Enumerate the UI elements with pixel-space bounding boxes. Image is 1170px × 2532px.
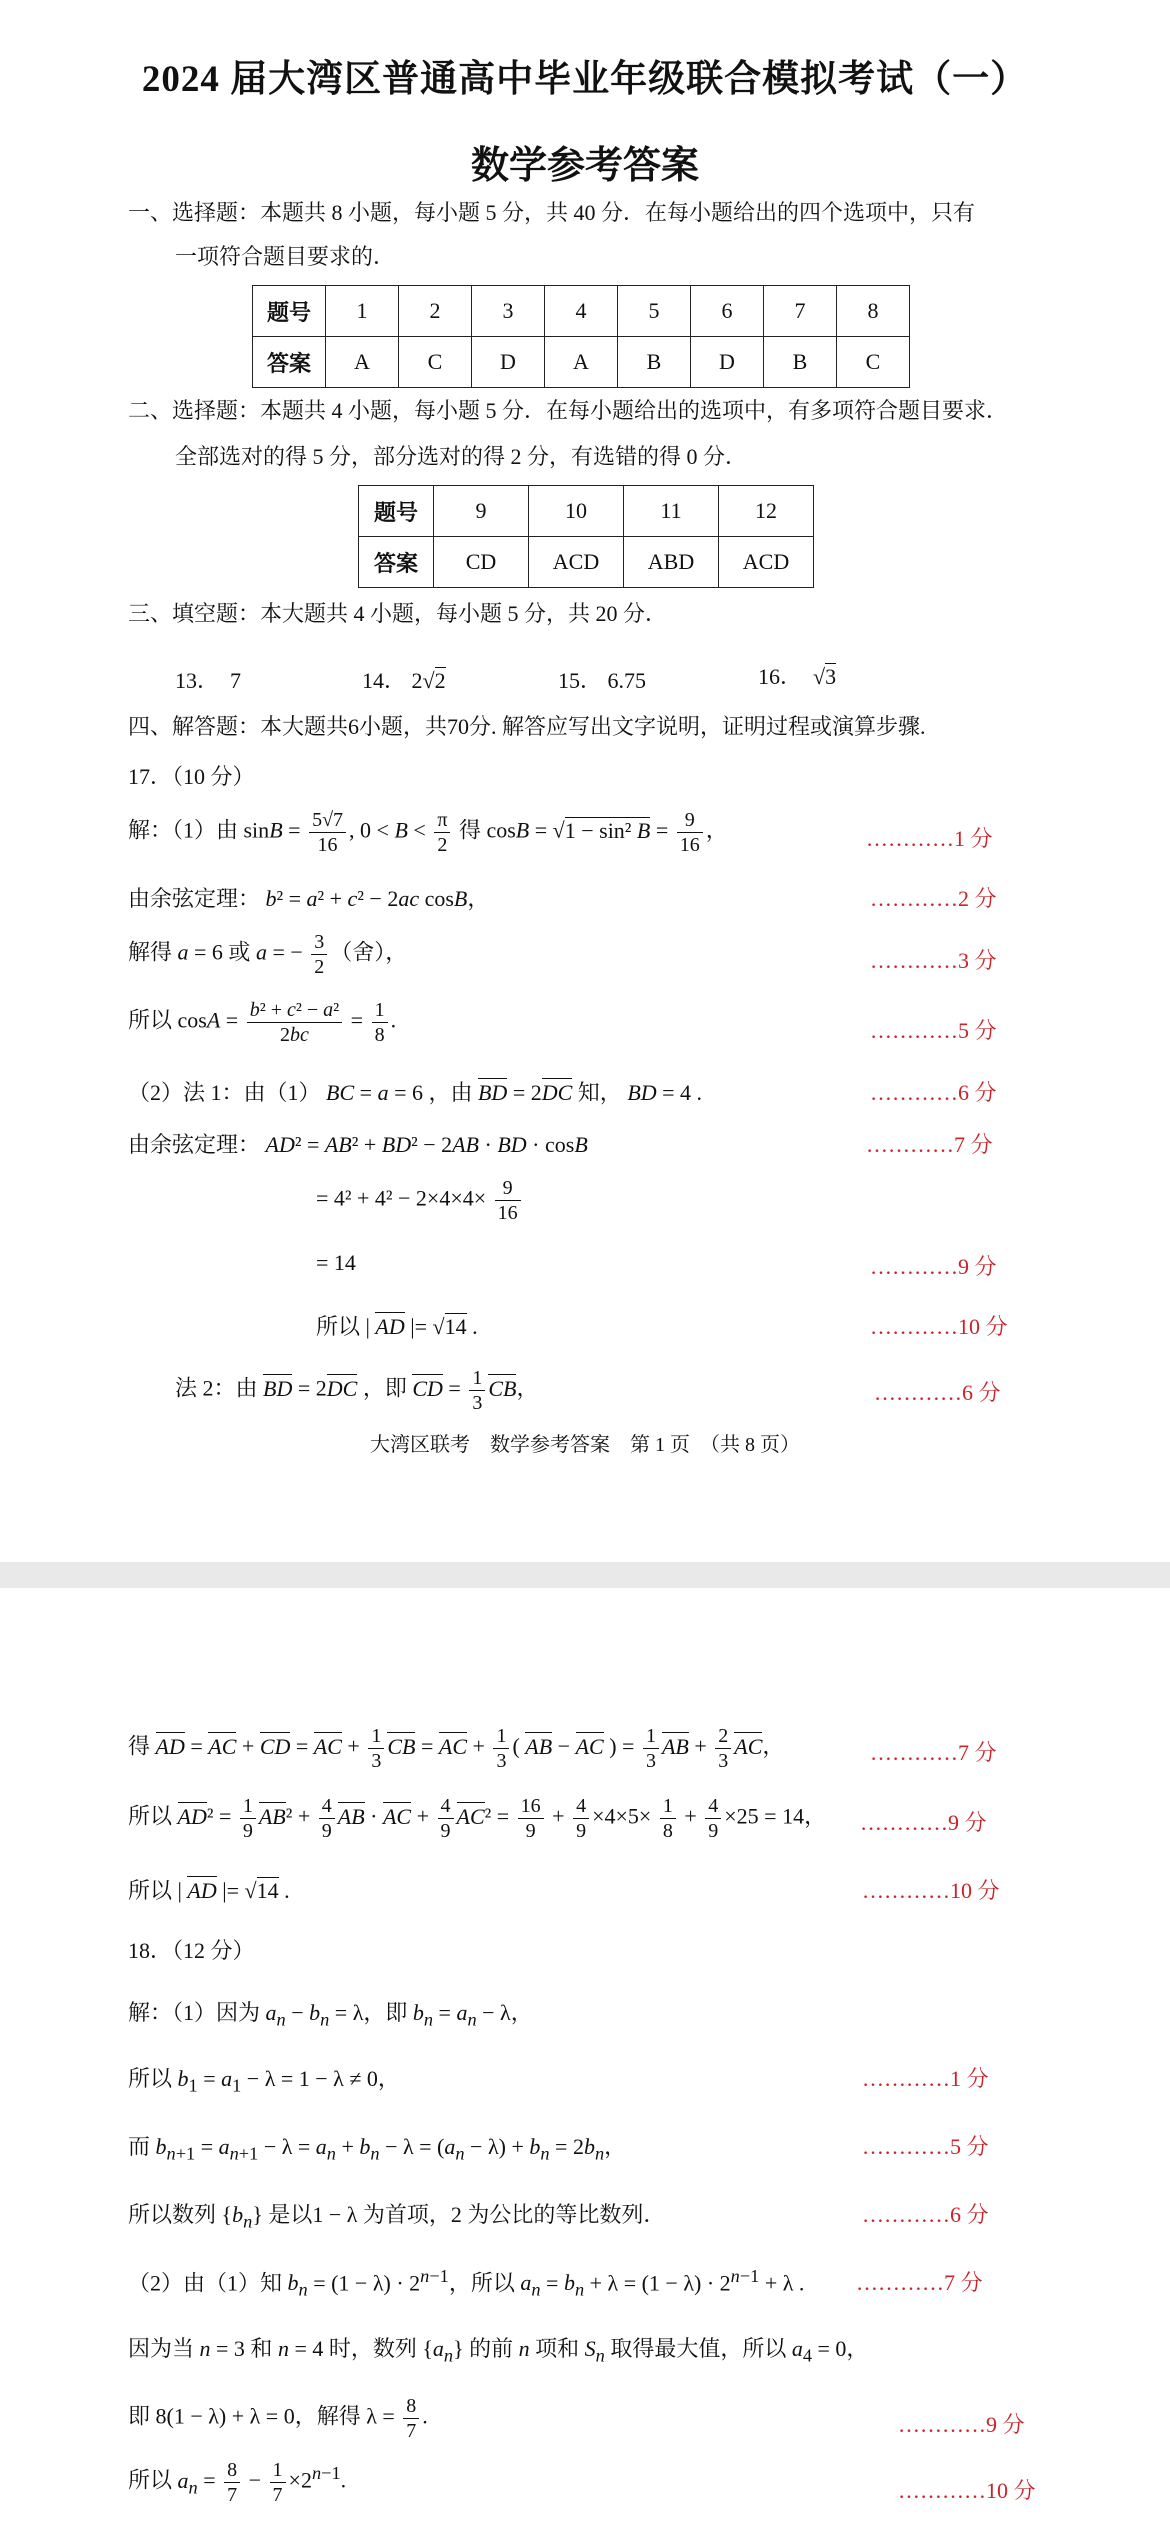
sec1-num: 5 — [618, 286, 691, 337]
p17-step-5: （2）法 1：由（1） BC = a = 6 ，由 BD = 2DC 知， BD = 4 . — [128, 1080, 703, 1105]
sec1-number-row — [253, 286, 910, 337]
q16-label: 16． — [758, 664, 803, 689]
page-footer: 大湾区联考 数学参考答案 第 1 页 （共 8 页） — [370, 1434, 800, 1456]
sec2-num: 9 — [434, 486, 529, 537]
fraction: $\frac{16}{9}$ — [518, 1794, 544, 1843]
q14-coef: 2 — [411, 668, 423, 693]
exam-title: 2024 届大湾区普通高中毕业年级联合模拟考试（一） — [141, 59, 1029, 100]
fraction: $\frac{4}{9}$ — [438, 1794, 454, 1843]
p17-step-4: 所以 cosA = $\frac{\text{b² + c² − a²}}{2bc}$ = $\frac{1}{8}$ . — [128, 999, 397, 1046]
sec1-answer: B — [764, 337, 837, 388]
sec2-num: 11 — [624, 486, 719, 537]
fill-answer-16: 16． √3 — [758, 664, 837, 689]
p17-step-7: = 4² + 4² − 2×4×4× $\frac{9}{16}$ — [316, 1176, 524, 1225]
p17-step-11: 得 AD = AC + CD = AC + $\frac{1}{3}$ CB = AC + $\frac{1}{3}$ ( AB − AC ) = $\frac{1}{3}$ AB + $\frac{2}{3}$ AC， — [128, 1725, 785, 1772]
sec1-answer: A — [326, 337, 399, 388]
fraction: $\frac{9}{16}$ — [677, 808, 703, 857]
p18-step-5: （2）由（1）知 $b_n = (1 - \lambda) \cdot 2^{n-1}$，所以 $a_n = b_n + \lambda = (1 - \lambda) \cdot 2^{n-1} + \lambda$ . — [128, 2266, 805, 2300]
q16-radicand: 3 — [825, 664, 837, 689]
p17-step-6: 由余弦定理： AD² = AB² + BD² − 2AB · BD · cosB — [128, 1132, 588, 1157]
fraction: $\frac{1}{7}$ — [270, 2458, 286, 2507]
sec2-num: 10 — [529, 486, 624, 537]
p17-heading: 17．（10 分） — [128, 764, 255, 789]
q14-radicand: 2 — [434, 668, 446, 693]
p17-score-12: …………10 分 — [862, 1878, 1000, 1903]
fraction: $\frac{1}{3}$ — [643, 1724, 659, 1773]
p18-step-7: 即 8(1 − λ) + λ = 0，解得 λ = $\frac{8}{7}$ . — [128, 2395, 428, 2442]
fraction: $\frac{4}{9}$ — [319, 1794, 335, 1843]
sec1-heading-cont: 一项符合题目要求的． — [175, 244, 396, 269]
sec2-number-row — [359, 486, 814, 537]
sec1-num: 2 — [399, 286, 472, 337]
p17-step-2: 由余弦定理： b² = a² + c² − 2ac cosB， — [128, 886, 490, 911]
sec2-num: 12 — [719, 486, 814, 537]
fraction: $\frac{3}{2}$ — [311, 930, 327, 979]
sec1-answer-row — [253, 337, 910, 388]
sec1-number-label: 题号 — [253, 286, 326, 337]
sec1-num: 7 — [764, 286, 837, 337]
fraction: $\frac{1}{3}$ — [368, 1724, 384, 1773]
fraction: $\frac{4}{9}$ — [705, 1794, 721, 1843]
sec3-heading: 三、填空题：本大题共 4 小题，每小题 5 分，共 20 分． — [128, 601, 668, 626]
fill-answer-13 — [175, 664, 241, 695]
sec1-answer: A — [545, 337, 618, 388]
sec1-answer: D — [472, 337, 545, 388]
fraction: $\frac{2}{3}$ — [715, 1724, 731, 1773]
p17-score-9: …………6 分 — [874, 1380, 1001, 1405]
sec1-num: 8 — [837, 286, 910, 337]
answer-subtitle: 数学参考答案 — [470, 143, 699, 187]
p17-step-13: 所以 | AD |= √14 . — [128, 1878, 290, 1903]
p17-score-5: …………6 分 — [870, 1080, 997, 1105]
p18-step-4-tail: 是以1 − λ 为首项，2 为公比的等比数列． — [268, 2202, 666, 2227]
sec2-answer: CD — [434, 537, 529, 588]
p18-score-6: …………10 分 — [898, 2478, 1036, 2503]
sec2-heading: 二、选择题：本题共 4 小题，每小题 5 分．在每小题给出的选项中，有多项符合题目要求． — [128, 398, 1009, 423]
sec2-number-label: 题号 — [359, 486, 434, 537]
p18-score-2: …………5 分 — [862, 2134, 989, 2159]
p18-step-6: 因为当 n = 3 和 n = 4 时，数列 $\{a_n\}$ 的前 n 项和 $S_n$ 取得最大值，所以 $a_4 = 0$， — [128, 2336, 869, 2366]
fraction: $\frac{8}{7}$ — [224, 2458, 240, 2507]
fraction: $\frac{\pi}{2}$ — [434, 808, 450, 857]
sec1-answer: C — [837, 337, 910, 388]
sec2-answer: ABD — [624, 537, 719, 588]
sec2-answer: ACD — [529, 537, 624, 588]
p18-step-3: 而 $b_{n+1} = a_{n+1} - \lambda = a_n + b_n - \lambda = (a_n - \lambda) + b_n = 2b_n$， — [128, 2134, 627, 2164]
fraction: $\frac{1}{8}$ — [372, 998, 388, 1047]
p18-score-4: …………7 分 — [856, 2270, 983, 2295]
p18-step-1: 解：（1）因为 $a_n - b_n = \lambda$，即 $b_n = a_n - \lambda$， — [128, 2000, 533, 2030]
p18-step-4-lead: 所以数列 — [128, 2202, 217, 2227]
p17-score-11: …………9 分 — [860, 1810, 987, 1835]
sec2-answer-row — [359, 537, 814, 588]
p17-score-3: …………3 分 — [870, 948, 997, 973]
p17-score-7: …………9 分 — [870, 1254, 997, 1279]
q13-label: 13． — [175, 668, 220, 693]
sec1-answer: C — [399, 337, 472, 388]
fraction: $\frac{\text{b² + c² − a²}}{2bc}$ — [247, 998, 342, 1047]
fraction: $\frac{5√7}{16}$ — [309, 808, 346, 857]
p17-step-3: 解得 a = 6 或 a = − $\frac{3}{2}$ （舍）， — [128, 931, 408, 978]
fraction: $\frac{9}{16}$ — [495, 1176, 521, 1225]
p17-step-1: 解：（1）由 sinB = $\frac{5√7}{16}$ , 0 < B < $\frac{\pi}{2}$ 得 cosB = √1 − sin² B = $\frac{9}{16}$ ， — [128, 809, 728, 856]
sec1-num: 6 — [691, 286, 764, 337]
fill-answer-14: 14． 2√2 — [362, 668, 446, 693]
sec1-answer: B — [618, 337, 691, 388]
fraction: $\frac{4}{9}$ — [573, 1794, 589, 1843]
sec2-heading-cont: 全部选对的得 5 分，部分选对的得 2 分，有选错的得 0 分． — [175, 444, 748, 469]
sec1-answer: D — [691, 337, 764, 388]
fraction: $\frac{1}{3}$ — [469, 1366, 485, 1415]
p18-score-3: …………6 分 — [862, 2202, 989, 2227]
sec1-num: 3 — [472, 286, 545, 337]
fill-answer-15 — [558, 664, 646, 695]
p17-score-1: …………1 分 — [866, 826, 993, 851]
p17-score-6: …………7 分 — [866, 1132, 993, 1157]
p17-step-10: 法 2：由 BD = 2DC ，即 CD = $\frac{1}{3}$ CB， — [175, 1367, 539, 1414]
p17-step-12: 所以 AD² = $\frac{1}{9}$ AB² + $\frac{4}{9}$ AB · AC + $\frac{4}{9}$ AC² = $\frac{16}{9}$ + $\frac{4}{9}$ ×4×5× $\frac{1}{8}$ + $\frac{4}{9}$ ×25 = 14， — [128, 1795, 827, 1842]
sec1-num: 4 — [545, 286, 618, 337]
q13-answer: 7 — [230, 668, 242, 693]
p18-heading: 18．（12 分） — [128, 1938, 255, 1963]
sec1-answer-table — [252, 285, 910, 388]
p17-score-4: …………5 分 — [870, 1018, 997, 1043]
p17-score-10: …………7 分 — [870, 1740, 997, 1765]
p18-score-5: …………9 分 — [898, 2412, 1025, 2437]
p17-score-8: …………10 分 — [870, 1314, 1008, 1339]
p18-step-2: 所以 $b_1 = a_1 - \lambda = 1 - \lambda \ne 0$， — [128, 2066, 400, 2096]
sec2-answer-table — [358, 485, 814, 588]
sec2-answer-label: 答案 — [359, 537, 434, 588]
fraction: $\frac{1}{3}$ — [493, 1724, 509, 1773]
fraction: $\frac{1}{9}$ — [240, 1794, 256, 1843]
p18-step-8: 所以 $a_n$ = $\frac{8}{7}$ − $\frac{1}{7}$ $\times 2^{n-1}$. — [128, 2459, 347, 2506]
sec1-answer-label: 答案 — [253, 337, 326, 388]
q15-label: 15． — [558, 668, 603, 693]
sec1-heading: 一、选择题：本题共 8 小题，每小题 5 分，共 40 分．在每小题给出的四个选项中，只有 — [128, 200, 976, 225]
sec4-heading: 四、解答题：本大题共6小题，共70分. 解答应写出文字说明，证明过程或演算步骤. — [128, 714, 926, 739]
fraction: $\frac{1}{8}$ — [660, 1794, 676, 1843]
p17-step-9: 所以 | AD |= √14 . — [316, 1314, 478, 1339]
p18-score-1: …………1 分 — [862, 2066, 989, 2091]
sec1-num: 1 — [326, 286, 399, 337]
p17-score-2: …………2 分 — [870, 886, 997, 911]
fraction: $\frac{8}{7}$ — [403, 2394, 419, 2443]
q14-label: 14． — [362, 668, 407, 693]
sec2-answer: ACD — [719, 537, 814, 588]
p17-step-8: = 14 — [316, 1250, 356, 1275]
p18-step-4: 所以数列 $\{b_n\}$ 是以1 − λ 为首项，2 为公比的等比数列． — [128, 2202, 666, 2232]
q15-answer: 6.75 — [607, 668, 647, 693]
answer-page-2 — [0, 1588, 1170, 2532]
